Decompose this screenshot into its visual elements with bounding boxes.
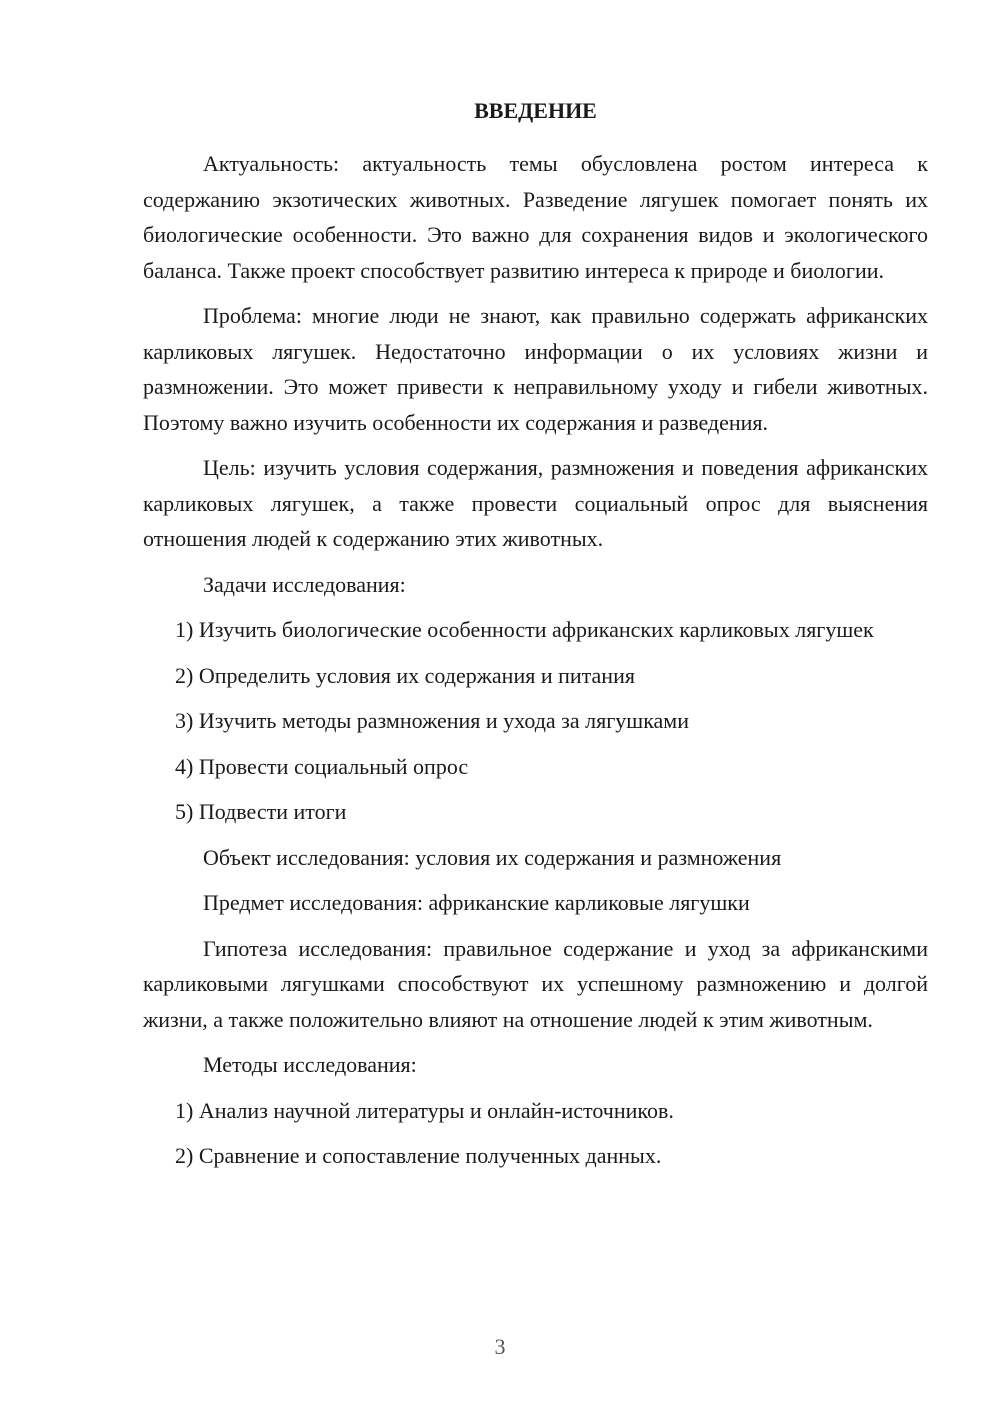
- tasks-heading: Задачи исследования:: [203, 571, 406, 597]
- task-item-2: 2) Определить условия их содержания и питания: [175, 662, 635, 688]
- hypothesis-paragraph: Гипотеза исследования: правильное содержание и уход за африканскими карликовыми лягушками способствуют их успешному размножению и долгой жизни, а также положительно влияют на отношение людей к этим животным.: [143, 935, 928, 1032]
- page-content: [143, 93, 928, 1184]
- page-title: ВВЕДЕНИЕ: [474, 98, 597, 123]
- methods-heading: Методы исследования:: [203, 1052, 417, 1077]
- task-item-4: 4) Провести социальный опрос: [175, 753, 469, 779]
- problem-paragraph: Проблема: многие люди не знают, как правильно содержать африканских карликовых лягушек. Недостаточно информации о их условиях жизни и размножении. Это может привести к неправильному уходу и гибели животных. Поэтому важно изучить особенности их содержания и разведения.: [143, 303, 928, 435]
- relevance-paragraph: Актуальность: актуальность темы обусловлена ростом интереса к содержанию экзотических животных. Разведение лягушек помогает понять их биологические особенности. Это важно для сохранения видов и экологического баланса. Также проект способствует развитию интереса к природе и биологии.: [143, 151, 928, 283]
- task-item-1: 1) Изучить биологические особенности африканских карликовых лягушек: [175, 617, 874, 642]
- task-item-3: 3) Изучить методы размножения и ухода за лягушками: [175, 708, 690, 733]
- object-paragraph: Объект исследования: условия их содержания и размножения: [203, 844, 782, 870]
- page-number: 3: [494, 1334, 506, 1359]
- subject-paragraph: Предмет исследования: африканские карликовые лягушки: [203, 890, 750, 915]
- method-item-1: 1) Анализ научной литературы и онлайн-источников.: [175, 1097, 674, 1123]
- goal-paragraph: Цель: изучить условия содержания, размножения и поведения африканских карликовых лягушек, а также провести социальный опрос для выяснения отношения людей к содержанию этих животных.: [143, 455, 928, 551]
- method-item-2: 2) Сравнение и сопоставление полученных данных.: [175, 1143, 662, 1168]
- task-item-5: 5) Подвести итоги: [175, 799, 347, 824]
